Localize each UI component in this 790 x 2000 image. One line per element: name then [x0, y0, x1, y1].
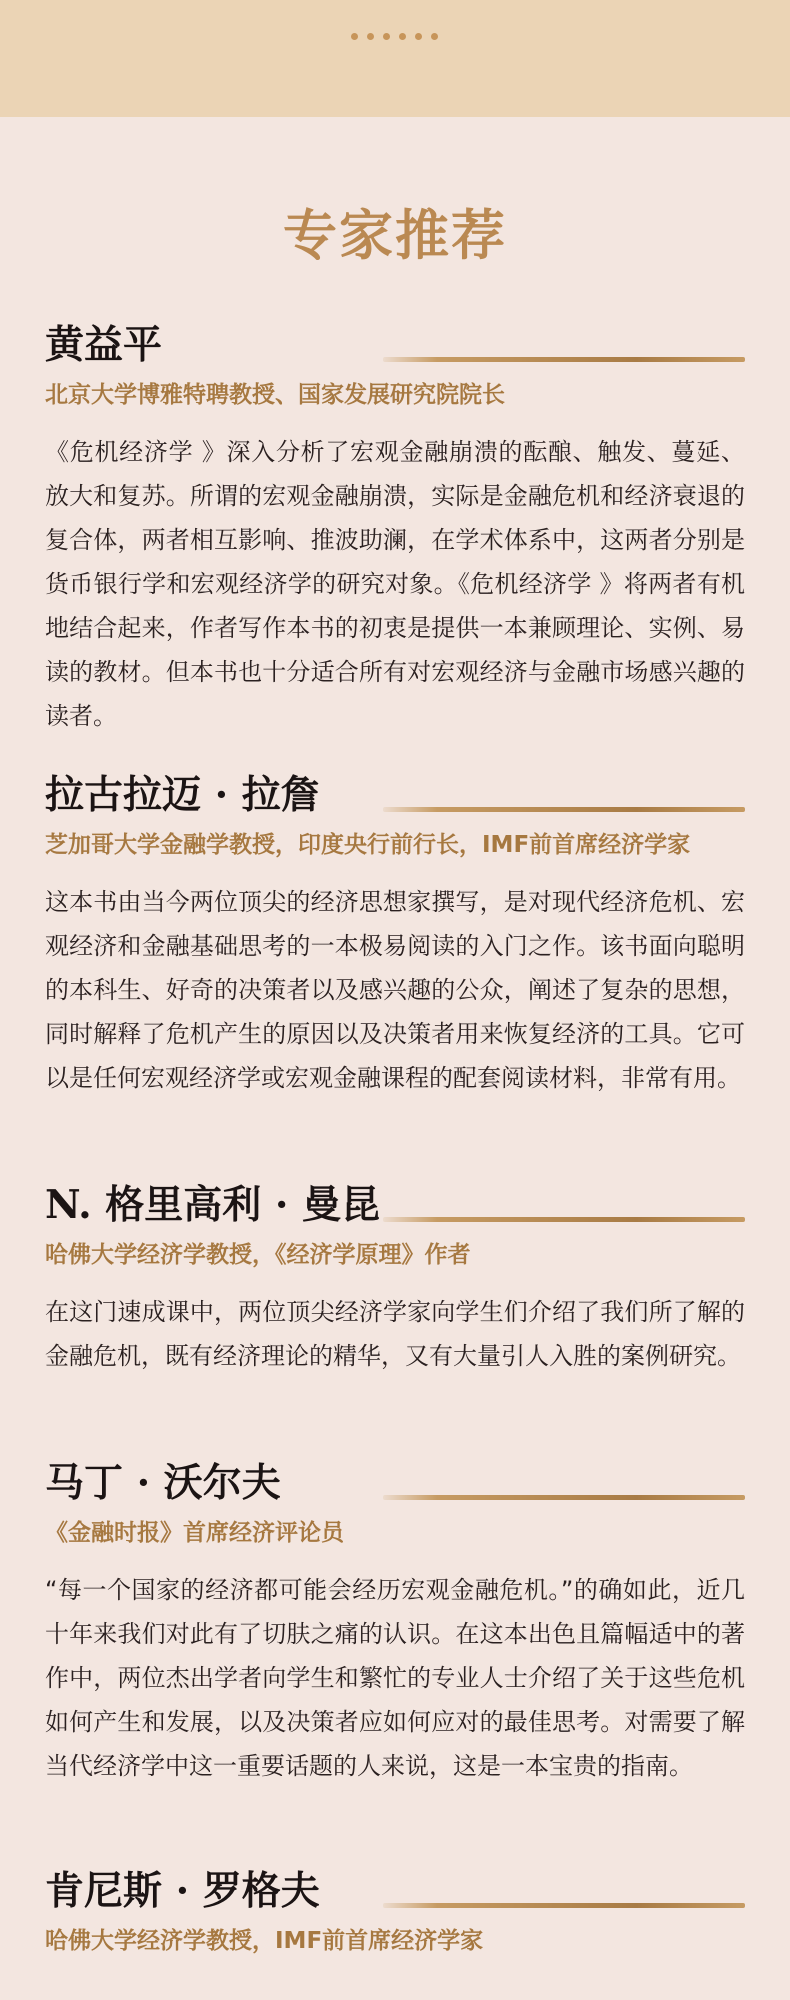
expert-quote: 在这门速成课中，两位顶尖经济学家向学生们介绍了我们所了解的金融危机，既有经济理论的精华，又有大量引人入胜的案例研究。 — [45, 1298, 745, 1370]
decorative-rule — [383, 357, 745, 362]
expert-name: 马丁 · 沃尔夫 — [45, 1460, 281, 1506]
expert-affiliation: 北京大学博雅特聘教授、国家发展研究院院长 — [45, 382, 505, 408]
page-title: 专家推荐 — [283, 203, 507, 267]
expert-name: 拉古拉迈 · 拉詹 — [45, 772, 320, 818]
header-band — [0, 0, 790, 117]
dots-divider-icon — [351, 33, 438, 40]
dot — [399, 33, 406, 40]
dot — [383, 33, 390, 40]
expert-name-row — [45, 1180, 745, 1236]
dot — [431, 33, 438, 40]
expert-name: 肯尼斯 · 罗格夫 — [45, 1868, 320, 1914]
dot — [415, 33, 422, 40]
expert-name-row — [45, 1866, 745, 1922]
expert-quote: 《危机经济学 》深入分析了宏观金融崩溃的酝酿、触发、蔓延、放大和复苏。所谓的宏观金融崩溃，实际是金融危机和经济衰退的复合体，两者相互影响、推波助澜，在学术体系中，这两者分别是货币银行学和宏观经济学的研究对象。《危机经济学 》将两者有机地结合起来，作者写作本书的初衷是提供一本兼顾理论、实例、易读的教材。但本书也十分适合所有对宏观经济与金融市场感兴趣的读者。 — [45, 438, 745, 730]
decorative-rule — [383, 1903, 745, 1908]
expert-name-row — [45, 1458, 745, 1514]
decorative-rule — [383, 1495, 745, 1500]
expert-entry — [45, 1866, 745, 1976]
expert-entry — [45, 320, 745, 738]
expert-name-row — [45, 770, 745, 826]
expert-affiliation: 哈佛大学经济学教授，IMF前首席经济学家 — [45, 1928, 484, 1954]
expert-affiliation: 哈佛大学经济学教授，《经济学原理》作者 — [45, 1242, 471, 1268]
expert-entry — [45, 1180, 745, 1378]
dot — [367, 33, 374, 40]
dot — [351, 33, 358, 40]
expert-name: N. 格里高利 · 曼昆 — [45, 1182, 381, 1228]
decorative-rule — [383, 1217, 745, 1222]
expert-affiliation: 《金融时报》首席经济评论员 — [45, 1520, 344, 1546]
expert-quote: “每一个国家的经济都可能会经历宏观金融危机。”的确如此，近几十年来我们对此有了切肤之痛的认识。在这本出色且篇幅适中的著作中，两位杰出学者向学生和繁忙的专业人士介绍了关于这些危机如何产生和发展，以及决策者应如何应对的最佳思考。对需要了解当代经济学中这一重要话题的人来说，这是一本宝贵的指南。 — [45, 1576, 745, 1780]
expert-affiliation: 芝加哥大学金融学教授，印度央行前行长，IMF前首席经济学家 — [45, 832, 691, 858]
expert-entry — [45, 770, 745, 1100]
decorative-rule — [383, 807, 745, 812]
expert-quote: 这本书由当今两位顶尖的经济思想家撰写，是对现代经济危机、宏观经济和金融基础思考的一本极易阅读的入门之作。该书面向聪明的本科生、好奇的决策者以及感兴趣的公众，阐述了复杂的思想，同时解释了危机产生的原因以及决策者用来恢复经济的工具。它可以是任何宏观经济学或宏观金融课程的配套阅读材料，非常有用。 — [45, 888, 745, 1092]
expert-entry — [45, 1458, 745, 1788]
expert-name-row — [45, 320, 745, 376]
expert-name: 黄益平 — [45, 322, 163, 368]
